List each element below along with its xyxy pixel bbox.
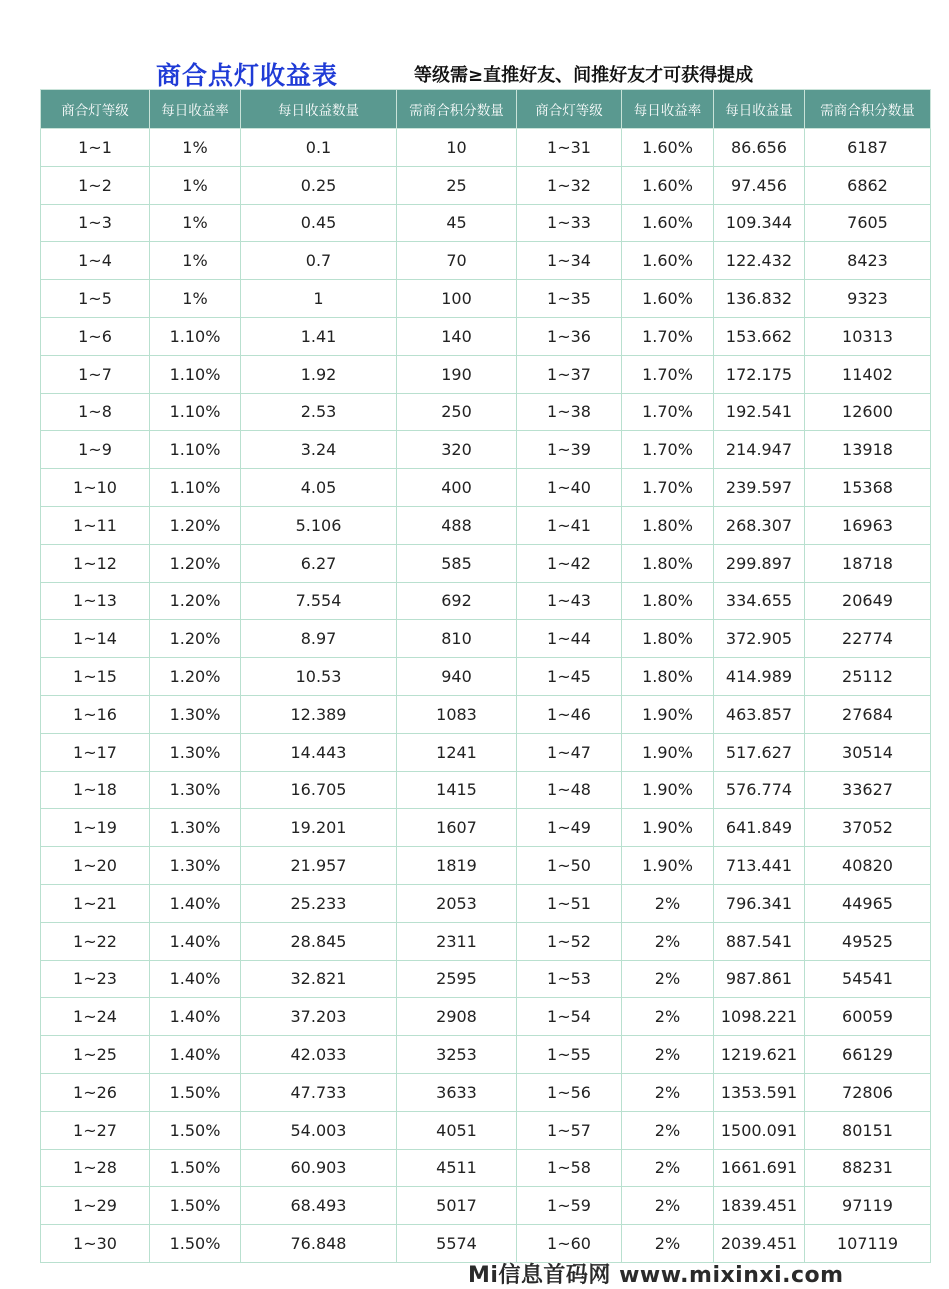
table-row	[41, 658, 931, 696]
table-cell: 3633	[397, 1073, 517, 1111]
table-cell: 2%	[622, 1111, 714, 1149]
table-cell: 6.27	[241, 544, 397, 582]
table-cell: 1.20%	[150, 544, 241, 582]
table-cell: 0.45	[241, 204, 397, 242]
table-cell: 32.821	[241, 960, 397, 998]
table-cell: 3253	[397, 1036, 517, 1074]
table-cell: 1~60	[517, 1225, 622, 1263]
table-cell: 1~24	[41, 998, 150, 1036]
table-cell: 25	[397, 166, 517, 204]
table-cell: 49525	[805, 922, 931, 960]
table-cell: 1.80%	[622, 544, 714, 582]
table-cell: 1~53	[517, 960, 622, 998]
table-cell: 66129	[805, 1036, 931, 1074]
table-row	[41, 1225, 931, 1263]
table-cell: 2%	[622, 1149, 714, 1187]
table-cell: 8.97	[241, 620, 397, 658]
table-row	[41, 1111, 931, 1149]
table-cell: 30514	[805, 733, 931, 771]
table-cell: 488	[397, 506, 517, 544]
table-cell: 1%	[150, 280, 241, 318]
table-cell: 1~19	[41, 809, 150, 847]
table-row	[41, 922, 931, 960]
table-cell: 7.554	[241, 582, 397, 620]
table-cell: 12.389	[241, 695, 397, 733]
table-row	[41, 317, 931, 355]
table-row	[41, 129, 931, 167]
table-cell: 1.70%	[622, 317, 714, 355]
table-cell: 1~49	[517, 809, 622, 847]
table-cell: 1~9	[41, 431, 150, 469]
table-cell: 107119	[805, 1225, 931, 1263]
table-row	[41, 884, 931, 922]
table-cell: 97.456	[714, 166, 805, 204]
table-cell: 2%	[622, 884, 714, 922]
page-title: 商合点灯收益表	[156, 61, 339, 90]
table-cell: 576.774	[714, 771, 805, 809]
column-header: 每日收益数量	[241, 90, 397, 129]
table-cell: 1~52	[517, 922, 622, 960]
table-cell: 1.80%	[622, 658, 714, 696]
column-header: 商合灯等级	[517, 90, 622, 129]
table-cell: 1~48	[517, 771, 622, 809]
table-cell: 6862	[805, 166, 931, 204]
table-cell: 1~15	[41, 658, 150, 696]
table-cell: 1~13	[41, 582, 150, 620]
table-cell: 68.493	[241, 1187, 397, 1225]
table-cell: 2%	[622, 1225, 714, 1263]
table-cell: 1~4	[41, 242, 150, 280]
table-cell: 2595	[397, 960, 517, 998]
table-row	[41, 809, 931, 847]
table-cell: 1.30%	[150, 771, 241, 809]
column-header: 需商合积分数量	[397, 90, 517, 129]
table-cell: 1~1	[41, 129, 150, 167]
table-row	[41, 1187, 931, 1225]
table-cell: 2%	[622, 1073, 714, 1111]
table-cell: 42.033	[241, 1036, 397, 1074]
table-cell: 70	[397, 242, 517, 280]
table-cell: 10	[397, 129, 517, 167]
table-cell: 1.20%	[150, 506, 241, 544]
table-cell: 76.848	[241, 1225, 397, 1263]
table-cell: 1~25	[41, 1036, 150, 1074]
table-cell: 1~3	[41, 204, 150, 242]
table-cell: 1219.621	[714, 1036, 805, 1074]
table-cell: 1.30%	[150, 695, 241, 733]
table-cell: 25112	[805, 658, 931, 696]
table-cell: 12600	[805, 393, 931, 431]
table-cell: 334.655	[714, 582, 805, 620]
table-cell: 0.7	[241, 242, 397, 280]
table-cell: 1.20%	[150, 582, 241, 620]
table-cell: 1%	[150, 204, 241, 242]
table-cell: 27684	[805, 695, 931, 733]
table-cell: 37.203	[241, 998, 397, 1036]
table-row	[41, 1073, 931, 1111]
table-cell: 2908	[397, 998, 517, 1036]
table-cell: 1~30	[41, 1225, 150, 1263]
table-cell: 97119	[805, 1187, 931, 1225]
table-row	[41, 771, 931, 809]
table-row	[41, 469, 931, 507]
table-cell: 16.705	[241, 771, 397, 809]
table-cell: 122.432	[714, 242, 805, 280]
table-cell: 3.24	[241, 431, 397, 469]
table-cell: 1.40%	[150, 922, 241, 960]
table-row	[41, 733, 931, 771]
table-cell: 109.344	[714, 204, 805, 242]
table-row	[41, 620, 931, 658]
header-row	[41, 90, 931, 129]
table-cell: 692	[397, 582, 517, 620]
table-cell: 8423	[805, 242, 931, 280]
table-cell: 641.849	[714, 809, 805, 847]
table-cell: 1.70%	[622, 469, 714, 507]
table-cell: 1.10%	[150, 469, 241, 507]
table-cell: 1~29	[41, 1187, 150, 1225]
table-cell: 1~8	[41, 393, 150, 431]
table-cell: 86.656	[714, 129, 805, 167]
table-cell: 1~51	[517, 884, 622, 922]
table-body	[41, 129, 931, 1263]
table-cell: 1.50%	[150, 1073, 241, 1111]
table-cell: 1~44	[517, 620, 622, 658]
table-cell: 1~54	[517, 998, 622, 1036]
table-cell: 1.60%	[622, 204, 714, 242]
table-cell: 54.003	[241, 1111, 397, 1149]
table-row	[41, 695, 931, 733]
table-cell: 11402	[805, 355, 931, 393]
table-cell: 1~40	[517, 469, 622, 507]
table-cell: 1~12	[41, 544, 150, 582]
table-cell: 1~33	[517, 204, 622, 242]
table-cell: 214.947	[714, 431, 805, 469]
table-cell: 1~55	[517, 1036, 622, 1074]
table-cell: 1.40%	[150, 998, 241, 1036]
table-cell: 1.50%	[150, 1111, 241, 1149]
table-cell: 1~6	[41, 317, 150, 355]
header	[0, 56, 949, 92]
table-cell: 414.989	[714, 658, 805, 696]
table-cell: 1~46	[517, 695, 622, 733]
table-cell: 1~18	[41, 771, 150, 809]
table-cell: 1.60%	[622, 280, 714, 318]
table-cell: 1.20%	[150, 620, 241, 658]
table-cell: 1500.091	[714, 1111, 805, 1149]
table-row	[41, 431, 931, 469]
column-header: 需商合积分数量	[805, 90, 931, 129]
table-cell: 1.30%	[150, 733, 241, 771]
table-cell: 1~21	[41, 884, 150, 922]
table-cell: 1607	[397, 809, 517, 847]
table-cell: 713.441	[714, 847, 805, 885]
table-row	[41, 393, 931, 431]
table-cell: 88231	[805, 1149, 931, 1187]
table-cell: 1~5	[41, 280, 150, 318]
table-cell: 172.175	[714, 355, 805, 393]
table-cell: 60.903	[241, 1149, 397, 1187]
table-cell: 9323	[805, 280, 931, 318]
table-cell: 940	[397, 658, 517, 696]
table-cell: 585	[397, 544, 517, 582]
table-row	[41, 280, 931, 318]
table-cell: 1.70%	[622, 355, 714, 393]
table-row	[41, 506, 931, 544]
table-cell: 320	[397, 431, 517, 469]
table-cell: 1.41	[241, 317, 397, 355]
table-cell: 1.60%	[622, 129, 714, 167]
table-cell: 1.70%	[622, 393, 714, 431]
table-cell: 2%	[622, 1036, 714, 1074]
table-cell: 1~11	[41, 506, 150, 544]
table-cell: 1819	[397, 847, 517, 885]
table-cell: 1~58	[517, 1149, 622, 1187]
table-cell: 5574	[397, 1225, 517, 1263]
table-row	[41, 582, 931, 620]
table-cell: 18718	[805, 544, 931, 582]
table-cell: 4051	[397, 1111, 517, 1149]
table-cell: 1.40%	[150, 1036, 241, 1074]
table-cell: 1~56	[517, 1073, 622, 1111]
table-cell: 1~7	[41, 355, 150, 393]
table-cell: 239.597	[714, 469, 805, 507]
table-cell: 1661.691	[714, 1149, 805, 1187]
table-cell: 20649	[805, 582, 931, 620]
site-watermark: Mi信息首码网 www.mixinxi.com	[468, 1263, 844, 1288]
table-cell: 1.10%	[150, 393, 241, 431]
table-cell: 1~16	[41, 695, 150, 733]
table-cell: 1~38	[517, 393, 622, 431]
table-cell: 2039.451	[714, 1225, 805, 1263]
table-cell: 1~37	[517, 355, 622, 393]
page-subtitle: 等级需≥直推好友、间推好友才可获得提成	[414, 65, 754, 86]
table-cell: 463.857	[714, 695, 805, 733]
table-cell: 1~45	[517, 658, 622, 696]
table-cell: 2%	[622, 998, 714, 1036]
column-header: 商合灯等级	[41, 90, 150, 129]
table-row	[41, 204, 931, 242]
table-cell: 1~28	[41, 1149, 150, 1187]
table-cell: 1.30%	[150, 847, 241, 885]
table-cell: 1~2	[41, 166, 150, 204]
table-cell: 7605	[805, 204, 931, 242]
table-cell: 15368	[805, 469, 931, 507]
table-cell: 4511	[397, 1149, 517, 1187]
table-row	[41, 166, 931, 204]
table-header	[41, 90, 931, 129]
table-cell: 1~39	[517, 431, 622, 469]
table-cell: 1~31	[517, 129, 622, 167]
table-cell: 22774	[805, 620, 931, 658]
table-row	[41, 998, 931, 1036]
table-cell: 1.50%	[150, 1225, 241, 1263]
table-cell: 1.90%	[622, 733, 714, 771]
table-cell: 2311	[397, 922, 517, 960]
table-cell: 887.541	[714, 922, 805, 960]
table-cell: 250	[397, 393, 517, 431]
table-cell: 1~23	[41, 960, 150, 998]
table-cell: 1%	[150, 129, 241, 167]
table-cell: 45	[397, 204, 517, 242]
table-cell: 1.80%	[622, 620, 714, 658]
table-cell: 1.10%	[150, 431, 241, 469]
table-cell: 2%	[622, 922, 714, 960]
table-cell: 192.541	[714, 393, 805, 431]
table-cell: 1.80%	[622, 506, 714, 544]
table-cell: 0.1	[241, 129, 397, 167]
table-cell: 1241	[397, 733, 517, 771]
table-cell: 10313	[805, 317, 931, 355]
table-cell: 1	[241, 280, 397, 318]
column-header: 每日收益率	[622, 90, 714, 129]
table-cell: 1.50%	[150, 1149, 241, 1187]
table-cell: 1~17	[41, 733, 150, 771]
table-cell: 1~22	[41, 922, 150, 960]
table-cell: 1.20%	[150, 658, 241, 696]
table-cell: 4.05	[241, 469, 397, 507]
table-cell: 60059	[805, 998, 931, 1036]
table-cell: 0.25	[241, 166, 397, 204]
table-cell: 2%	[622, 1187, 714, 1225]
table-cell: 1.10%	[150, 317, 241, 355]
table-cell: 1~59	[517, 1187, 622, 1225]
table-cell: 400	[397, 469, 517, 507]
table-cell: 2.53	[241, 393, 397, 431]
table-cell: 1.50%	[150, 1187, 241, 1225]
table-cell: 1.90%	[622, 771, 714, 809]
table-row	[41, 1149, 931, 1187]
table-cell: 47.733	[241, 1073, 397, 1111]
table-row	[41, 355, 931, 393]
table-cell: 1~35	[517, 280, 622, 318]
table-cell: 1~34	[517, 242, 622, 280]
table-cell: 33627	[805, 771, 931, 809]
table-cell: 5017	[397, 1187, 517, 1225]
table-cell: 1.40%	[150, 960, 241, 998]
table-cell: 268.307	[714, 506, 805, 544]
table-cell: 1~57	[517, 1111, 622, 1149]
table-cell: 44965	[805, 884, 931, 922]
table-cell: 72806	[805, 1073, 931, 1111]
table-cell: 1~27	[41, 1111, 150, 1149]
table-cell: 28.845	[241, 922, 397, 960]
table-cell: 5.106	[241, 506, 397, 544]
table-cell: 1.40%	[150, 884, 241, 922]
table-cell: 2%	[622, 960, 714, 998]
table-cell: 100	[397, 280, 517, 318]
table-cell: 1.90%	[622, 847, 714, 885]
table-cell: 796.341	[714, 884, 805, 922]
table-cell: 1.92	[241, 355, 397, 393]
table-cell: 1~42	[517, 544, 622, 582]
table-cell: 987.861	[714, 960, 805, 998]
table-cell: 1.80%	[622, 582, 714, 620]
table-cell: 1~36	[517, 317, 622, 355]
table-row	[41, 544, 931, 582]
table-cell: 1~50	[517, 847, 622, 885]
table-cell: 1%	[150, 242, 241, 280]
table-cell: 1083	[397, 695, 517, 733]
table-row	[41, 242, 931, 280]
table-cell: 1.70%	[622, 431, 714, 469]
table-cell: 810	[397, 620, 517, 658]
table-cell: 153.662	[714, 317, 805, 355]
table-cell: 1.60%	[622, 242, 714, 280]
table-cell: 1098.221	[714, 998, 805, 1036]
table-cell: 80151	[805, 1111, 931, 1149]
earnings-table	[40, 89, 931, 1263]
table-cell: 21.957	[241, 847, 397, 885]
table-cell: 1.10%	[150, 355, 241, 393]
table-cell: 299.897	[714, 544, 805, 582]
table-cell: 1839.451	[714, 1187, 805, 1225]
table-cell: 54541	[805, 960, 931, 998]
table-cell: 10.53	[241, 658, 397, 696]
table-cell: 1415	[397, 771, 517, 809]
table-row	[41, 960, 931, 998]
table-cell: 190	[397, 355, 517, 393]
table-cell: 517.627	[714, 733, 805, 771]
table-cell: 140	[397, 317, 517, 355]
table-cell: 19.201	[241, 809, 397, 847]
table-cell: 1~10	[41, 469, 150, 507]
table-cell: 2053	[397, 884, 517, 922]
table-cell: 1~41	[517, 506, 622, 544]
table-cell: 13918	[805, 431, 931, 469]
table-cell: 37052	[805, 809, 931, 847]
table-cell: 1.60%	[622, 166, 714, 204]
table-cell: 6187	[805, 129, 931, 167]
table-cell: 1.90%	[622, 695, 714, 733]
table-cell: 1~32	[517, 166, 622, 204]
table-cell: 1~43	[517, 582, 622, 620]
table-cell: 1%	[150, 166, 241, 204]
table-cell: 1~47	[517, 733, 622, 771]
table-cell: 1~14	[41, 620, 150, 658]
table-cell: 1.30%	[150, 809, 241, 847]
table-cell: 1~26	[41, 1073, 150, 1111]
table-cell: 1353.591	[714, 1073, 805, 1111]
column-header: 每日收益量	[714, 90, 805, 129]
table-cell: 372.905	[714, 620, 805, 658]
table-row	[41, 1036, 931, 1074]
table-cell: 14.443	[241, 733, 397, 771]
table-cell: 1.90%	[622, 809, 714, 847]
table-cell: 25.233	[241, 884, 397, 922]
table-cell: 16963	[805, 506, 931, 544]
table-row	[41, 847, 931, 885]
table-cell: 40820	[805, 847, 931, 885]
column-header: 每日收益率	[150, 90, 241, 129]
table-cell: 136.832	[714, 280, 805, 318]
table-cell: 1~20	[41, 847, 150, 885]
